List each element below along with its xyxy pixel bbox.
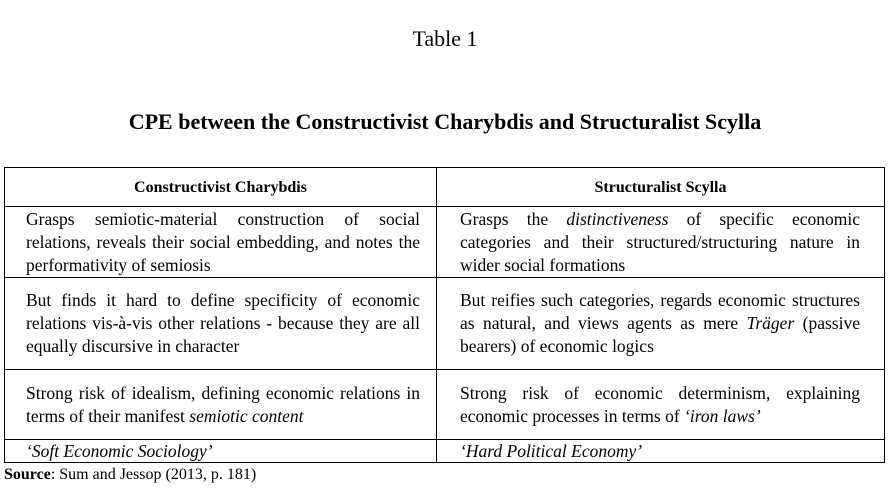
table-row — [5, 278, 885, 370]
table-cell-structuralist: Strong risk of economic determinism, explaining economic processes in terms of ‘iron laws’ — [437, 370, 885, 440]
column-header-structuralist: Structuralist Scylla — [437, 168, 885, 207]
table-row — [5, 370, 885, 440]
table-cell-constructivist: Strong risk of idealism, defining economic relations in terms of their manifest semiotic content — [5, 370, 437, 440]
table-cell-constructivist: Grasps semiotic-material construction of social relations, reveals their social embedding, and notes the performativity of semiosis — [5, 207, 437, 278]
table-cell-constructivist: ‘Soft Economic Sociology’ — [5, 440, 437, 463]
source-note — [4, 466, 256, 484]
table-cell-constructivist: But finds it hard to define specificity of economic relations vis-à-vis other relations - because they are all equally discursive in character — [5, 278, 437, 370]
table-title: CPE between the Constructivist Charybdis and Structuralist Scylla — [128, 109, 762, 134]
table-row — [5, 207, 885, 278]
comparison-table — [4, 167, 885, 463]
table-row — [5, 440, 885, 463]
column-header-constructivist: Constructivist Charybdis — [5, 168, 437, 207]
table-cell-structuralist: Grasps the distinctiveness of specific economic categories and their structured/structuring nature in wider social formations — [437, 207, 885, 278]
table-number: Table 1 — [412, 26, 478, 51]
table-cell-structuralist: ‘Hard Political Economy’ — [437, 440, 885, 463]
table-header-row — [5, 168, 885, 207]
table-cell-structuralist: But reifies such categories, regards economic structures as natural, and views agents as mere Träger (passive bearers) of economic logics — [437, 278, 885, 370]
source-label: Source — [4, 466, 51, 483]
source-text: : Sum and Jessop (2013, p. 181) — [50, 466, 257, 483]
